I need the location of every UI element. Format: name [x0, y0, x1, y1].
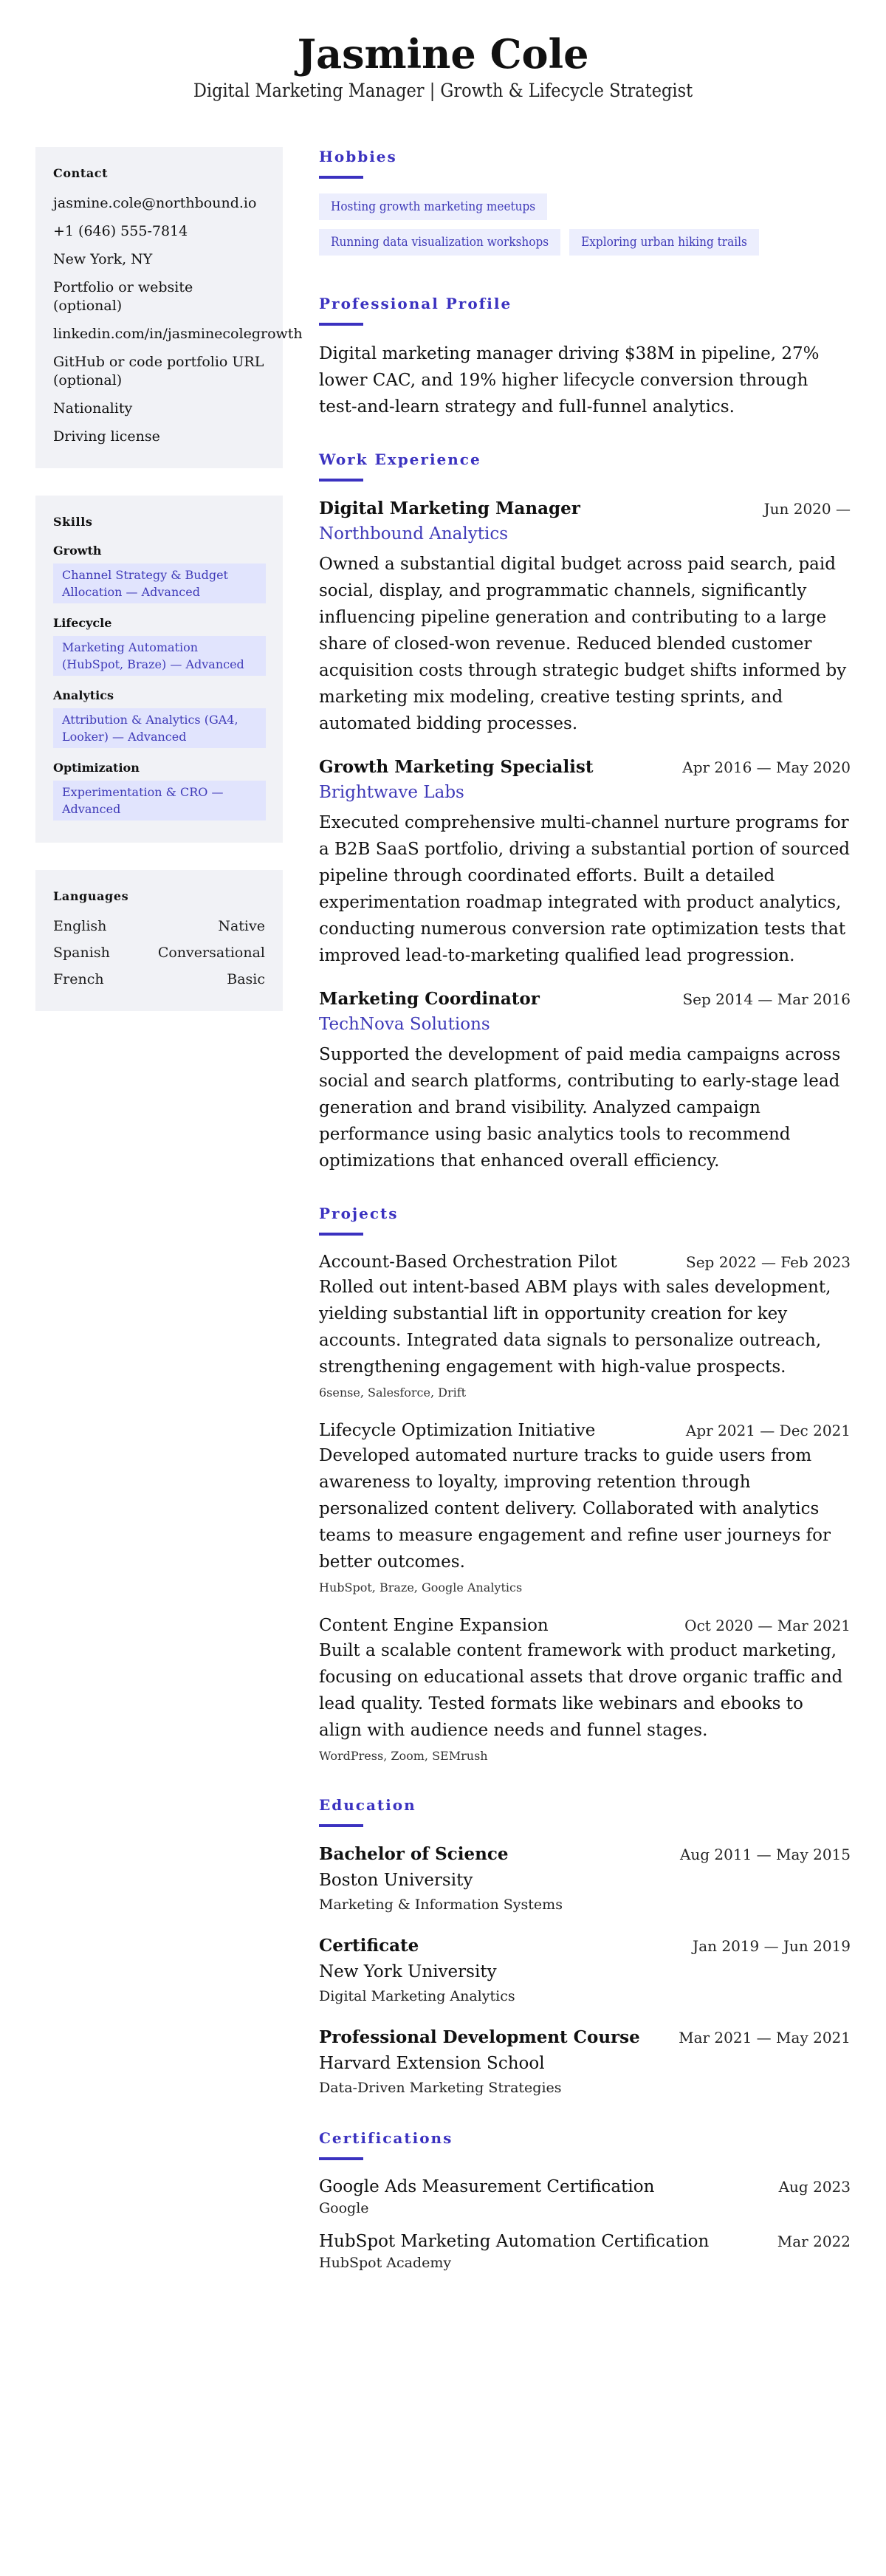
- project-entry: [319, 1250, 851, 1402]
- section-title: Projects: [319, 1205, 399, 1222]
- job-description: Owned a substantial digital budget across paid search, paid social, display, and programmatic channels, significantly influencing pipeline generation and contributing to a large share of closed-won revenue. Reduced blended customer acquisition costs through strategic budget shifts informed by marketing mix modeling, creative testing sprints, and automated bidding processes.: [319, 555, 847, 733]
- section-underline: [319, 323, 363, 326]
- job-dates: Apr 2016 — May 2020: [682, 758, 851, 776]
- education-dates: Mar 2021 — May 2021: [679, 2029, 851, 2046]
- project-description: Rolled out intent-based ABM plays with sales development, yielding substantial lift in opportunity creation for key accounts. Integrated data signals to personalize outreach, strengthening engagement with high-value prospects.: [319, 1278, 831, 1377]
- hobby-chip: Hosting growth marketing meetups: [319, 193, 547, 220]
- company-name: Brightwave Labs: [319, 783, 464, 802]
- job-entry: [319, 496, 851, 737]
- job-entry: [319, 987, 851, 1174]
- skill-category: Lifecycle: [53, 616, 112, 630]
- job-title: Marketing Coordinator: [319, 989, 540, 1009]
- contact-nationality: Nationality: [53, 400, 133, 417]
- project-tech: HubSpot, Braze, Google Analytics: [319, 1580, 523, 1594]
- language-row: [53, 917, 265, 936]
- education-section: [319, 1795, 851, 2099]
- main-content: [319, 147, 851, 2302]
- contact-portfolio: Portfolio or website (optional): [53, 279, 193, 314]
- field-of-study: Marketing & Information Systems: [319, 1897, 563, 1913]
- hobby-chips: [319, 193, 851, 256]
- certification-name: Google Ads Measurement Certification: [319, 2177, 655, 2196]
- field-of-study: Data-Driven Marketing Strategies: [319, 2080, 562, 2096]
- language-row: [53, 944, 265, 962]
- skill-chip: Experimentation & CRO — Advanced: [53, 781, 266, 821]
- school: Boston University: [319, 1871, 473, 1890]
- section-underline: [319, 2157, 363, 2160]
- experience-section: [319, 450, 851, 1174]
- project-title: Account-Based Orchestration Pilot: [319, 1253, 617, 1272]
- project-dates: Sep 2022 — Feb 2023: [686, 1253, 851, 1271]
- hobbies-section: [319, 147, 851, 256]
- language-level: Conversational: [157, 945, 265, 961]
- project-entry: [319, 1419, 851, 1597]
- language-row: [53, 970, 265, 989]
- company-name: Northbound Analytics: [319, 524, 509, 544]
- profile-section: [319, 294, 851, 420]
- skill-group: [53, 760, 265, 821]
- hobby-chip: Running data visualization workshops: [319, 229, 560, 256]
- project-title: Content Engine Expansion: [319, 1616, 549, 1635]
- language-name: English: [53, 918, 107, 934]
- project-dates: Oct 2020 — Mar 2021: [684, 1617, 851, 1634]
- candidate-subtitle: Digital Marketing Manager | Growth & Lifecycle Strategist: [193, 80, 693, 101]
- certification-entry: [319, 2175, 851, 2218]
- skill-group: [53, 615, 265, 676]
- languages-heading: Languages: [53, 889, 129, 903]
- contact-box: [35, 147, 303, 468]
- section-underline: [319, 1233, 363, 1236]
- project-description: Developed automated nurture tracks to guide users from awareness to loyalty, improving retention through personalized content delivery. Collaborated with analytics teams to measure engagement and refine user journeys for better outcomes.: [319, 1446, 831, 1572]
- school: Harvard Extension School: [319, 2054, 545, 2073]
- certifications-section: [319, 2128, 851, 2272]
- section-underline: [319, 1824, 363, 1827]
- resume-header: [0, 30, 886, 103]
- skill-group: [53, 688, 265, 748]
- contact-driving-license: Driving license: [53, 428, 160, 445]
- certification-issuer: HubSpot Academy: [319, 2255, 452, 2271]
- degree: Certificate: [319, 1936, 419, 1956]
- education-entry: [319, 2025, 851, 2099]
- education-entry: [319, 1842, 851, 1916]
- section-title: Certifications: [319, 2129, 453, 2147]
- skills-heading: Skills: [53, 515, 93, 529]
- skill-group: [53, 543, 265, 603]
- degree: Professional Development Course: [319, 2027, 640, 2047]
- section-title: Education: [319, 1796, 416, 1814]
- certification-date: Mar 2022: [777, 2233, 851, 2250]
- project-entry: [319, 1614, 851, 1766]
- job-title: Digital Marketing Manager: [319, 499, 580, 518]
- project-tech: 6sense, Salesforce, Drift: [319, 1385, 467, 1400]
- profile-text: Digital marketing manager driving $38M in pipeline, 27% lower CAC, and 19% higher lifecycle conversion through test-and-learn strategy and full-funnel analytics.: [319, 344, 820, 417]
- languages-box: [35, 870, 283, 1011]
- section-title: Work Experience: [319, 451, 481, 468]
- education-dates: Aug 2011 — May 2015: [679, 1846, 851, 1863]
- language-name: Spanish: [53, 945, 110, 961]
- project-dates: Apr 2021 — Dec 2021: [685, 1422, 851, 1439]
- certification-date: Aug 2023: [778, 2178, 851, 2196]
- skill-category: Analytics: [53, 688, 114, 702]
- sidebar: [35, 147, 303, 1038]
- language-name: French: [53, 971, 104, 987]
- job-title: Growth Marketing Specialist: [319, 757, 594, 777]
- job-dates: Sep 2014 — Mar 2016: [682, 990, 851, 1008]
- skill-category: Growth: [53, 544, 102, 558]
- section-title: Hobbies: [319, 148, 397, 165]
- language-level: Native: [218, 918, 265, 934]
- contact-location: New York, NY: [53, 251, 153, 267]
- section-underline: [319, 479, 363, 482]
- school: New York University: [319, 1962, 497, 1981]
- skill-chip: Channel Strategy & Budget Allocation — Advanced: [53, 564, 266, 603]
- section-title: Professional Profile: [319, 295, 512, 312]
- project-tech: WordPress, Zoom, SEMrush: [319, 1749, 488, 1763]
- job-description: Supported the development of paid media campaigns across social and search platforms, contributing to early-stage lead generation and brand visibility. Analyzed campaign performance using basic analytics tools to recommend optimizations that enhanced overall efficiency.: [319, 1045, 841, 1171]
- section-underline: [319, 176, 363, 179]
- certification-entry: [319, 2230, 851, 2272]
- education-entry: [319, 1933, 851, 2007]
- contact-heading: Contact: [53, 166, 109, 180]
- skills-box: [35, 496, 283, 843]
- contact-github: GitHub or code portfolio URL (optional): [53, 354, 264, 388]
- certification-name: HubSpot Marketing Automation Certification: [319, 2232, 710, 2251]
- contact-phone[interactable]: +1 (646) 555-7814: [53, 223, 188, 239]
- job-entry: [319, 755, 851, 969]
- job-description: Executed comprehensive multi-channel nurture programs for a B2B SaaS portfolio, driving a substantial portion of sourced pipeline through coordinated efforts. Built a detailed experimentation roadmap integrated with product analytics, conducting numerous conversion rate optimization tests that improved lead-to-marketing qualified lead progression.: [319, 813, 851, 965]
- field-of-study: Digital Marketing Analytics: [319, 1988, 515, 2004]
- language-level: Basic: [227, 971, 265, 987]
- project-description: Built a scalable content framework with product marketing, focusing on educational assets that drove organic traffic and lead quality. Tested formats like webinars and ebooks to align with audience needs and funnel stages.: [319, 1641, 843, 1740]
- education-dates: Jan 2019 — Jun 2019: [693, 1937, 851, 1955]
- degree: Bachelor of Science: [319, 1844, 509, 1864]
- job-dates: Jun 2020 —: [763, 500, 851, 518]
- candidate-name: Jasmine Cole: [297, 30, 589, 78]
- hobby-chip: Exploring urban hiking trails: [569, 229, 759, 256]
- certification-issuer: Google: [319, 2200, 369, 2216]
- skill-chip: Marketing Automation (HubSpot, Braze) — Advanced: [53, 636, 266, 676]
- contact-email[interactable]: jasmine.cole@northbound.io: [53, 195, 257, 211]
- skill-category: Optimization: [53, 761, 140, 775]
- project-title: Lifecycle Optimization Initiative: [319, 1421, 596, 1440]
- skill-chip: Attribution & Analytics (GA4, Looker) — Advanced: [53, 708, 266, 748]
- contact-linkedin[interactable]: linkedin.com/in/jasminecolegrowth: [53, 326, 303, 342]
- company-name: TechNova Solutions: [319, 1015, 490, 1034]
- projects-section: [319, 1204, 851, 1766]
